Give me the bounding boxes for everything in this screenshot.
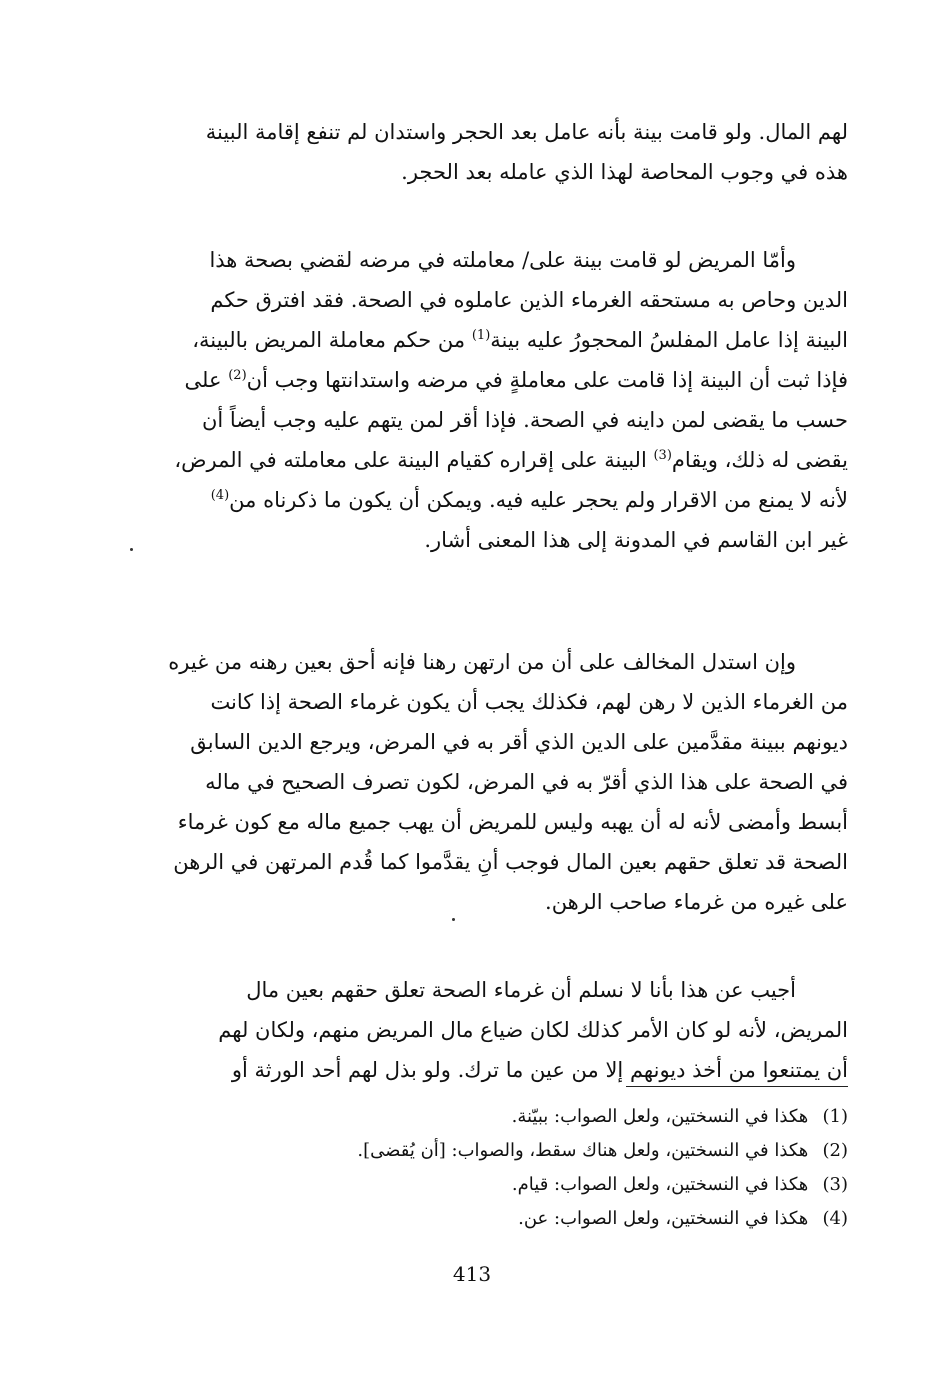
paragraph [118,970,848,1100]
text-line: حسب ما يقضى لمن داينه في الصحة. فإذا أقر لمن يتهم عليه وجب أيضاً أن [201,408,848,432]
footnote-number: (4) [822,1208,848,1229]
text-line: أجيب عن هذا بأنا لا نسلم أن غرماء الصحة تعلق حقهم بعين مال [246,978,796,1002]
text-line: فإذا ثبت أن البينة إذا قامت على معاملةٍ في مرضه واستدانتها وجب أن$^{(2)}$ على [184,368,848,392]
text-line: الصحة قد تعلق حقهم بعين المال فوجب أنِ يقدَّموا كما قُدم المرتهن في الرهن [173,850,848,874]
footnote-marker: (1) [471,328,491,343]
text-line: المريض، لأنه لو كان الأمر كذلك لكان ضياع مال المريض منهم، ولكان لهم [218,1018,848,1042]
paragraph [118,112,848,202]
page-body [118,112,848,1100]
text-line: أن يمتنعوا من أخذ ديونهم إلا من عين ما ترك. ولو بذل لهم أحد الورثة أو [231,1058,848,1082]
footnote [300,1168,848,1202]
text-line: غير ابن القاسم في المدونة إلى هذا المعنى أشار. [424,528,848,552]
text-line: في الصحة على هذا الذي أقرّ به في المرض، لكون تصرف الصحيح في ماله [205,770,848,794]
footnote-text: هكذا في النسختين، ولعل الصواب: ببيّنة. [511,1106,809,1127]
footnote-text: هكذا في النسختين، ولعل الصواب: قيام. [511,1174,809,1195]
footnote-number: (3) [822,1174,848,1195]
text-line: البينة إذا عامل المفلسُ المحجورُ عليه بينة$^{(1)}$ من حكم معاملة المريض بالبينة، [192,328,848,352]
paragraph [118,240,848,600]
footnote [300,1100,848,1134]
footnote-divider [626,1086,848,1087]
footnote-marker: (2) [228,368,247,383]
text-line: وأمّا المريض لو قامت بينة على/ معاملته في مرضه لقضي بصحة هذا [209,248,796,272]
footnote-text: هكذا في النسختين، ولعل هناك سقط، والصواب: [أن يُقضى]. [357,1140,809,1161]
footnote-marker: (3) [653,448,672,463]
text-line: على غيره من غرماء صاحب الرهن. [545,890,848,914]
paragraph [118,642,848,932]
footnote-number: (2) [822,1140,848,1161]
text-line: من الغرماء الذين لا رهن لهم، فكذلك يجب أن يكون غرماء الصحة إذا كانت [210,690,848,714]
text-line: هذه في وجوب المحاصة لهذا الذي عامله بعد الحجر. [401,160,848,184]
footnote-marker: (4) [210,488,230,503]
text-line: وإن استدل المخالف على أن من ارتهن رهنا فإنه أحق بعين رهنه من غيره [168,650,796,674]
text-line: ديونهم ببينة مقدَّمين على الدين الذي أقر به في المرض، ويرجع الدين السابق [190,730,848,754]
footnote [300,1202,848,1236]
footnotes [300,1100,848,1236]
page-number: 413 [452,1262,492,1286]
text-line: لأنه لا يمنع من الاقرار ولم يحجر عليه فيه. ويمكن أن يكون ما ذكرناه من$^{(4)}$ [210,488,848,512]
scan-speck [130,548,133,551]
text-line: لهم المال. ولو قامت بينة بأنه عامل بعد الحجر واستدان لم تنفع إقامة البينة [205,120,848,144]
footnote-number: (1) [822,1106,848,1127]
footnote [300,1134,848,1168]
text-line: الدين وحاص به مستحقه الغرماء الذين عاملوه في الصحة. فقد افترق حكم [210,288,848,312]
footnote-text: هكذا في النسختين، ولعل الصواب: عن. [518,1208,809,1229]
text-line: يقضى له ذلك، ويقام$^{(3)}$ البينة على إقراره كقيام البينة على معاملته في المرض، [174,448,848,472]
scan-speck [452,918,455,921]
text-line: أبسط وأمضى لأنه له أن يهبه وليس للمريض أن يهب جميع ماله مع كون غرماء [177,810,848,834]
